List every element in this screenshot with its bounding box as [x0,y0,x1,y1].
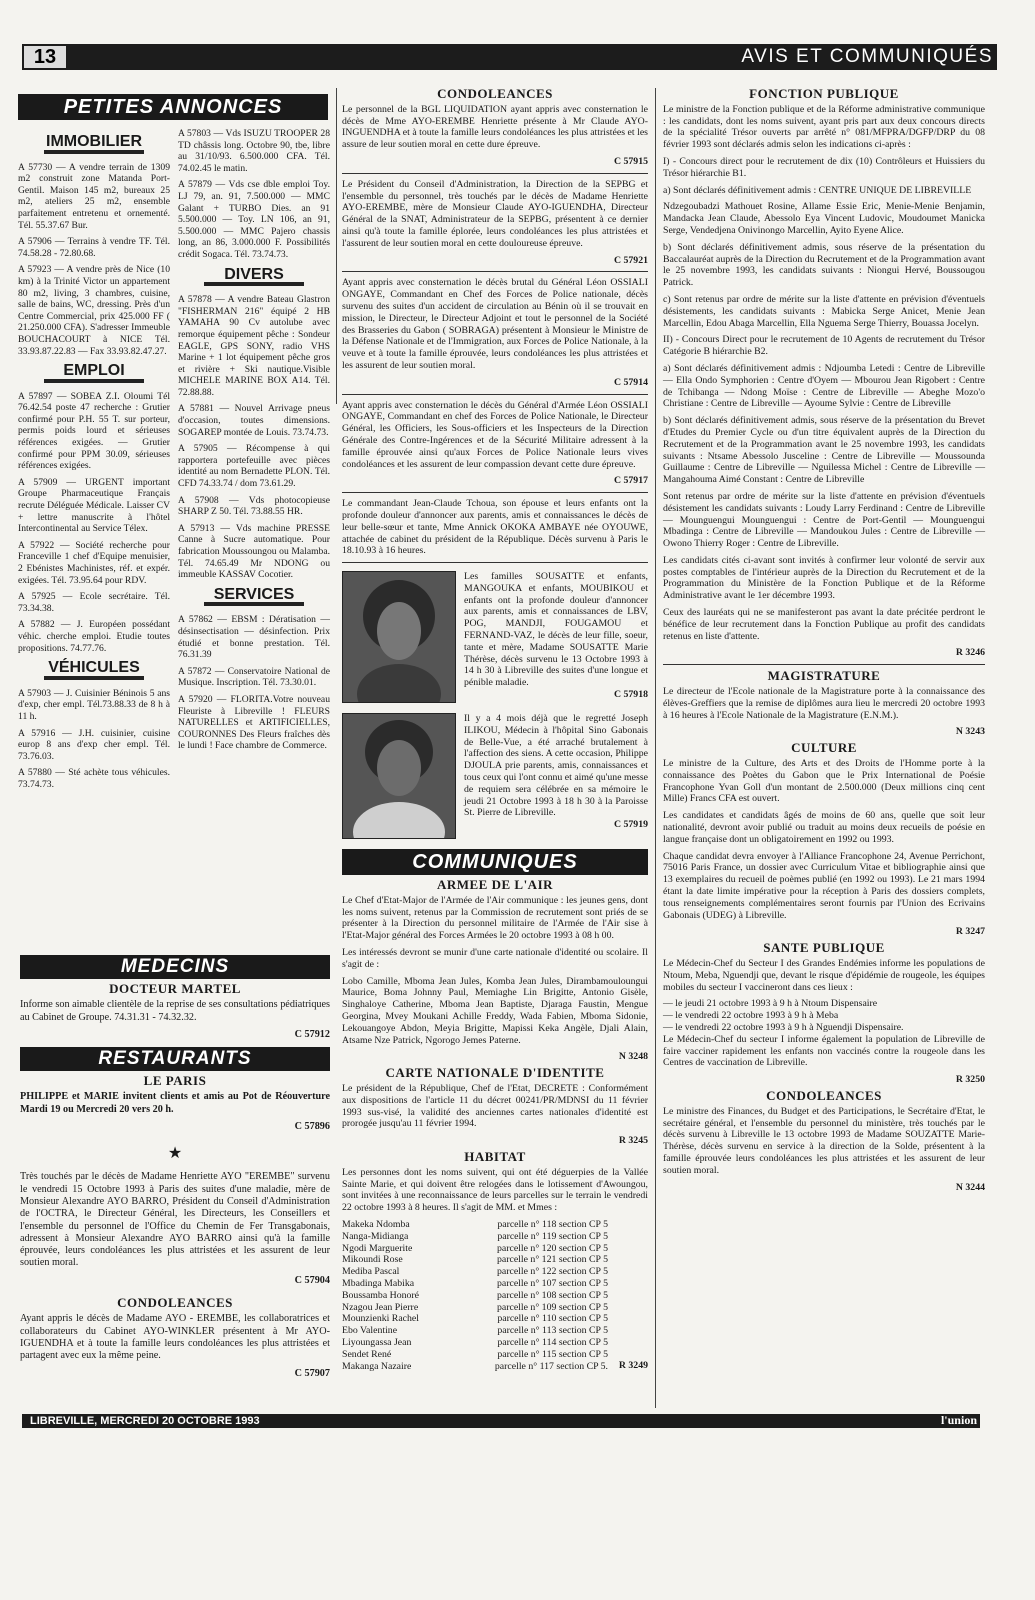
sante-text: Le Médecin-Chef du secteur I informe également la population de Libreville de faire vacciner rapidement les enfants non vaccinés contre la rougeole dans les Centres de vaccination de Libreville. [663,1033,985,1069]
carte-ref: R 3245 [618,1135,648,1147]
shoulders-shape [357,664,441,703]
condoleance-ref: C 57914 [613,376,648,388]
fonction-para: Les candidats cités ci-avant sont invités à confirmer leur volonté de servir aux postes comptables de l'intérieur auprès de la Direction du Recrutement et de la Programmation du Ministère de la Fonction Publique et de la Réforme Administrative avant le 1er décembre 1993. [663,554,985,602]
ad-item: A 57913 — Vds machine PRESSE Canne à Sucre automatique. Pour fabrication Moussoungou ou Malamba. Tél. 74.65.49 Mr NDONG ou immeuble KASSAV Cocotier. [178,522,330,581]
ad-item: A 57878 — A vendre Bateau Glastron "FISHERMAN 216" équipé 2 HB YAMAHA 90 Cv autolube avec remorque équipement pêche : Sondeur EAGLE, GPS SONY, radio VHS Marine + 1 lot équipement pêche gros et rivière + Ski nautique.Visible MICHELE MARINE BOX A14. Tél. 72.88.88. [178,294,330,398]
parcel-row [342,1325,608,1337]
parcel-number: parcelle n° 109 section CP 5 [496,1301,608,1313]
carte-text: Le président de la République, Chef de l'Etat, DECRETE : Conformément aux dispositions de l'article 11 du décret 00241/PR/MDNSI du 11 février 1993 sus-visé, la validité des anciennes cartes nationales d'identité est prorogée jusqu'au 11 février 1994. [342,1083,648,1130]
portrait-photo [342,713,456,839]
ad-item: A 57872 — Conservatoire National de Musique. Inscription. Tél. 73.30.01. [178,665,330,689]
immobilier-rule [44,150,144,154]
ad-item: A 57880 — Sté achète tous véhicules. 73.74.73. [18,767,170,790]
services-rule [204,602,304,606]
portrait-photo [342,571,456,703]
column-rule [655,88,656,1408]
parcel-list [342,1219,648,1372]
avis-ayo-ref: C 57904 [294,1274,330,1286]
parcel-row [342,1302,608,1314]
obituary-ref: C 57919 [613,819,648,831]
annonces-col1 [18,128,170,796]
parcel-number: parcelle n° 110 section CP 5 [497,1313,608,1325]
parcel-row [342,1266,608,1278]
sante-text: Le Médecin-Chef du Secteur I des Grandes Endémies informe les populations de Ntoum, Meba, Nguendji que, devant le risque d'épidémie de rougeole, les équipes mobiles du secteur I vaccineront dans ces lieux : [663,958,985,993]
parcel-name: Liyoungassa Jean [342,1336,412,1348]
ad-item: A 57803 — Vds ISUZU TROOPER 28 TD châssis long. Octobre 90, tbe, libre au 31/10/93. 6.500.000 CFA. Tél. 74.02.45 le matin. [178,128,330,174]
condoleances-finances-heading: CONDOLEANCES [766,1087,882,1103]
culture-heading: CULTURE [791,740,857,756]
parcel-name: Ngodi Marguerite [342,1242,413,1254]
parcel-number: parcelle n° 121 section CP 5 [496,1254,608,1266]
right-column [663,84,985,1193]
carte-heading: CARTE NATIONALE D'IDENTITE [385,1065,605,1081]
parcel-name: Mikoundi Rose [342,1254,403,1266]
sante-ref: R 3250 [955,1074,985,1086]
lower-left [20,955,330,1380]
parcel-row [342,1254,608,1266]
star-separator: ★ [167,1145,183,1163]
armee-text: Le Chef d'Etat-Major de l'Armée de l'Air communique : les jeunes gens, dont les noms suivent, retenus par la Commission de recrutement sont priés de se présenter à la Direction du personnel militaire de l'Armée de l'Air sise à l'Etat-Major général des Forces Armées le 20 octobre 1993 à 08 h 00. [342,894,648,942]
divider [342,394,648,395]
sante-heading: SANTE PUBLIQUE [763,940,885,956]
ad-item: A 57923 — A vendre près de Nice (10 km) à la Trinité Victor un appartement 80 m2, living, 3 chambres, cuisine, salle de bains, WC, dressing. Près d'un Centre Commercial, prix 425.000 FF ( 21.250.000 CFA). S'adresser Immeuble BOUCHACOURT à NICE Tél. 33.93.87.22.83 — Fax 33.93.82.47.27. [18,264,170,357]
fonction-para: Sont retenus par ordre de mérite sur la liste d'attente en prévision d'éventuels désistement les candidats suivants : Loudy Larry Ferdinand : Centre de Libreville — Mounguengui Mounguengui : Centre de Port-Gentil — Mounguengui Mbadinga : Centre de Libreville — Mandoukou Jules : Centre de Libreville — Owono Thierry Roger : Centre de Libreville. [663,490,985,550]
culture-ref: R 3247 [955,926,985,938]
magistrature-ref: N 3243 [955,726,985,738]
condoleances-winkler-ref: C 57907 [294,1367,330,1379]
fonction-para: Ndzegoubadzi Mathouet Rosine, Allame Essie Eric, Menie-Menie Benjamin, Mandacka Jean Claude, Abessolo Eya Vincent Ludovic, Moudoumet Manicka Serge, Vendedjena Onivinongo Marcellin, Ayito Eyene Alice. [663,201,985,236]
condoleance-text: Ayant appris avec consternation le décès du Général d'Armée Léon OSSIALI ONGAYE, Commandant en chef des Forces de Police Nationale, le Directeur Général, les Officiers, les Sous-officiers et les Inspecteurs de la Direction Générale des Contre-Ingérences et de la Sécurité Militaire adressent à la famille éprouvée ainsi qu'aux Forces de Police Nationale leurs vives condoléances et les assurent de leur compassion devant cette dure épreuve. [342,399,648,470]
divers-rule [204,282,304,286]
fonction-para: a) Sont déclarés définitivement admis : CENTRE UNIQUE DE LIBREVILLE [663,184,972,196]
ad-item: A 57908 — Vds photocopieuse SHARP Z 50. Tél. 73.88.55 HR. [178,494,330,518]
petites-annonces-banner: PETITES ANNONCES [18,94,328,120]
parcel-name: Makeka Ndomba [342,1219,410,1231]
ad-item: A 57897 — SOBEA Z.I. Oloumi Tél 76.42.54 poste 47 recherche : Grutier confirmé pour P.H. 55 T. sur porteur, permis poids lourd et sérieuses références exigées. — Grutier confirmé pour PPM 30.09, sérieuses références exigées. [18,390,170,472]
footer-brand: l'union [940,1413,977,1427]
parcel-row [342,1313,608,1325]
parcel-row [342,1243,608,1255]
parcel-name: Mbadinga Mabika [342,1278,415,1289]
avis-ayo-text: Très touchés par le décès de Madame Henriette AYO "EREMBE" survenu le vendredi 15 Octobre 1993 à Paris des suites d'une maladie, mère de Monsieur Alexandre AYO BARRO, Président du Conseil d'Administration de l'OCTRA, le Directeur Général, les Directeurs, les Conseillers et l'ensemble du personnel de l'Office du Chemin de Fer Transgabonais, adressent à Monsieur Alexandre AYO BARRO ainsi qu'à la famille éprouvée, leurs condoléances les plus attristées et les assurent de leur soutien moral. [20,1171,330,1269]
emploi-heading: EMPLOI [63,362,125,380]
habitat-heading: HABITAT [464,1149,526,1165]
vehicules-heading: VÉHICULES [48,659,140,677]
fonction-para: c) Sont retenus par ordre de mérite sur la liste d'attente en prévision d'éventuels désistements, les candidats suivants : Mabicka Serge Anicet, Menie Jean Marcellin, Edou Abaga Marcellin, Ella Nguema Serge Thierry, Bouassa Jocelyn. [663,293,985,329]
divider [342,492,648,493]
ad-item: A 57881 — Nouvel Arrivage pneus d'occasion, toutes dimensions. SOGAREP montée de Louis. 73.74.73. [178,403,330,438]
fonction-para: b) Sont déclarés définitivement admis, sous réserve de la présentation du Baccalauréat auprès de la Direction du Recrutement et de la Programmation avant le 25 novembre 1993, les candidats suivants : Niongui Hervé, Boussougou Patrick. [663,241,985,289]
ad-item: A 57879 — Vds cse dble emploi Toy. LJ 79, an. 91, 7.500.000 — MMC Galant + TURBO Dies. an 91 5.500.000 — Toy. LN 106, an 91, 5.500.000 — MMC Pajero chassis long, an 86, 3.000.000 F. Possibilités crédit Sogaca. Tél. 73.74.73. [178,179,330,260]
ad-item: A 57906 — Terrains à vendre TF. Tél. 74.58.28 - 72.80.68. [18,236,170,259]
parcel-row [342,1349,608,1361]
medecins-banner: MEDECINS [20,955,330,979]
ad-item: A 57882 — J. Européen possédant véhic. cherche emploi. Etudie toutes propositions. 74.77.76. [18,619,170,654]
parcel-number: parcelle n° 115 section CP 5 [497,1348,608,1360]
shirt-shape [353,802,445,839]
parcel-name: Nanga-Midianga [342,1230,409,1242]
parcel-number: parcelle n° 113 section CP 5 [497,1325,608,1337]
footer-dateline: LIBREVILLE, MERCREDI 20 OCTOBRE 1993 [30,1415,260,1427]
parcel-number: parcelle n° 107 section CP 5 [496,1278,608,1289]
obituary-text: Il y a 4 mois déjà que le regretté Joseph ILIKOU, Médecin à l'hôpital Sino Gabonais de Belle-Vue, a été arraché brutalement à l'affection des siens. A cette occasion, Philippe DJOULA prie parents, amis, connaissances et tous ceux qui l'ont connu et aimé qu'une messe de requiem sera célébrée en sa mémoire le jeudi 21 Octobre 1993 à 18 h 30 à la Paroisse St. Pierre de Libreville. [464,713,648,819]
culture-para: Chaque candidat devra envoyer à l'Alliance Francophone 24, Avenue Perrichont, 75016 Paris France, un dossier avec Curriculum Vitae et bibliographie ainsi que 13 exemplaires du recueil de poèmes publié (en 1992 ou 1993). Le 21 mars 1994 étant la date limite impérative pour la réception à Paris des dossiers complets, tous renseignements complémentaires seront fournis par l'Union des Ecrivains Gabonais (UDEG) à Libreville. [663,850,985,921]
parcel-row [342,1290,608,1302]
parcel-number: parcelle n° 114 section CP 5 [497,1336,608,1348]
condoleances-finances-text: Le ministre des Finances, du Budget et des Participations, le Secrétaire d'Etat, le secrétaire général, et l'ensemble du personnel du ministère, très touchés par le décès survenu à Libreville le 13 octobre 1993 de Madame SOUZATTE Marie-Thérèse, décès survenu en service à la direction de la Solde, présentent à la famille éprouvée leurs condoléances les plus attristées et les assurent de leur soutien moral. [663,1105,985,1176]
restaurants-heading: LE PARIS [143,1073,207,1089]
divers-heading: DIVERS [224,265,284,283]
culture-para: Le ministre de la Culture, des Arts et des Droits de l'Homme porte à la connaissance des Poètes du Gabon que le Prix International de Poésie Francophone Yvan Goll d'un montant de 2.500.000 (Deux millions cinq cent Mille) Francs CFA est ouvert. [663,758,985,805]
ad-item: A 57730 — A vendre terrain de 1309 m2 construit zone Matanda Port-Gentil. Maison 145 m2, bureaux 25 m2, ateliers 25 m2, ensemble parfaitement entretenu et ornementé. Tél. 55.37.67 Bur. [18,161,170,231]
condoleance-ref: C 57917 [613,475,648,487]
emploi-rule [44,379,144,383]
medecins-text: Informe son aimable clientèle de la reprise de ses consultations pédiatriques au Cabinet de Groupe. 74.31.31 - 74.32.32. [20,999,330,1023]
armee-ref: N 3248 [618,1051,648,1063]
fonction-para: Ceux des lauréats qui ne se manifesteront pas avant la date précitée perdront le bénéfice de leur recrutement dans la Fonction Publique au profit des candidats retenus en liste d'attente. [663,607,985,642]
parcel-name: Ebo Valentine [342,1325,398,1337]
condoleances-finances-ref: N 3244 [955,1181,985,1193]
armee-text: Lobo Camille, Mboma Jean Jules, Komba Jean Jules, Dirambamouloungui Maurice, Boma Johnny Paul, Memiaghe Lin Brigitte, Antonio Gisèle, Singhaloye Catherine, Mboma Jean Baptiste, Djaraga Faustin, Mengue Georgina, Mvey Moukani Achille Freddy, Wada Fabien, Mboma Sidonie, Lekouangoye Abdon, Meyia Brigitte, Mapissi Keka Angèle, Djali Alain, Atsame Nze Patrick, Ngorogo Jemes Paterne. [342,975,648,1046]
magistrature-heading: MAGISTRATURE [767,668,881,684]
section-title: AVIS ET COMMUNIQUÉS [741,46,993,67]
sante-list-item: — le vendredi 22 octobre 1993 à 9 h à Nguendji Dispensaire. [663,1021,904,1033]
restaurants-text: PHILIPPE et MARIE invitent clients et amis au Pot de Réouverture Mardi 19 ou Mercredi 20 vers 20 h. [20,1091,330,1115]
ad-item: A 57925 — Ecole secrétaire. Tél. 73.34.38. [18,591,170,614]
restaurants-banner: RESTAURANTS [20,1047,330,1071]
face-shape [377,740,421,796]
condoleance-text: Le Président du Conseil d'Administration, la Direction de la SEPBG et l'ensemble du personnel, très touchés par le décès de Madame Henriette AYO-EREMBE, mère de Monsieur Claude AYO-IGUENDHA, Directeur Général de la SNAT, Administrateur de la SEPBG, présentent à ce dernier ainsi qu'à toute la famille éplorée, leurs condoléances les plus attristées et l'assurent de leur soutien moral en cette douloureuse épreuve. [342,178,648,249]
parcel-number: parcelle n° 120 section CP 5 [496,1242,608,1254]
parcel-name: Mounzienki Rachel [342,1313,419,1325]
condoleances-heading: CONDOLEANCES [437,86,553,101]
condoleance-ref: C 57915 [613,155,648,167]
parcel-number: parcelle n° 122 section CP 5 [496,1266,608,1278]
parcel-row [342,1337,608,1349]
ad-item: A 57916 — J.H. cuisinier, cuisine europ 8 ans d'exp cher empl. Tél. 73.76.03. [18,727,170,762]
condoleance-text: Ayant appris avec consternation le décès brutal du Général Léon OSSIALI ONGAYE, Commandant en Chef des Forces de Police nationale, décès survenu des suites d'un accident de circulation au Bénin où il se trouvait en mission, le Directeur, le Directeur Adjoint et tout le personnel de la Société des Brasseries du Gabon ( SOBRAGA) présentent à Monsieur le Ministre de la Défense Nationale et de l'Immigration, aux Forces de Police Nationale, à la veuve et à toute la famille éprouvée, leurs condoléances les plus attristées et les assurent de leur soutien moral. [342,277,648,371]
condoleances-winkler-heading: CONDOLEANCES [117,1295,233,1311]
obituary-2 [342,713,648,839]
divider [342,173,648,174]
column-rule [336,88,337,404]
obituary-1 [342,571,648,703]
ad-item: A 57922 — Société recherche pour Franceville 1 chef d'Equipe menuisier, 2 Ebénistes Machinistes, réf. et expér. exigées. Tél. 73.95.64 pour RDV. [18,539,170,586]
medecins-ref: C 57912 [294,1028,330,1040]
fonction-para: b) Sont déclarés définitivement admis, sous réserve de la présentation du Brevet d'Etudes du Premier Cycle ou d'un titre équivalent auprès de la Direction du Recrutement et de la Programmation avant le 25 novembre 1993, les candidats suivants : Ntsame Abessolo Jusceline : Centre de Libreville — Moussounda Guillaume : Centre de Libreville — Nguilessa Michel : Centre de Libreville — Mangahouma Aimé Constant : Centre de Libreville [663,415,985,486]
immobilier-heading: IMMOBILIER [46,133,142,150]
ad-item: A 57903 — J. Cuisinier Béninois 5 ans d'exp, cher empl. Tél.73.88.33 de 8 h à 11 h. [18,687,170,722]
condoleance-ref: C 57921 [613,254,648,266]
annonces-col2 [178,128,330,757]
parcel-name: Boussamba Honoré [342,1289,420,1301]
ad-item: A 57905 — Récompense à qui rapportera portefeuille avec pièces identité au nom Bernadette PLON. Tél. CFD 74.33.74 / dom 73.61.29. [178,443,330,490]
parcel-number: parcelle n° 117 section CP 5. [494,1360,608,1372]
habitat-text: Les personnes dont les noms suivent, qui ont été déguerpies de la Vallée Sainte Marie, et qui doivent être relogées dans le lotissement d'Awoungou, sont invitées à une reconnaissance de leurs parcelles sur le terrain le vendredi 22 octobre 1993 à 8 heures. Il s'agit de MM. et Mmes : [342,1166,648,1214]
ad-item: A 57862 — EBSM : Dératisation — désinsectisation — désinfection. Prix étudié et bonne prestation. Tél. 76.31.39 [178,614,330,661]
magistrature-text: Le directeur de l'Ecole nationale de la Magistrature porte à la connaissance des élèves-Greffiers que la remise de diplômes aura lieu le mercredi 20 octobre 1993 à 16 heures à l'Ecole Nationale de la Magistrature (E.N.M.). [663,686,985,721]
sante-list-item: — le vendredi 22 octobre 1993 à 9 h à Meba [663,1010,839,1022]
face-shape [377,602,421,660]
armee-text: Les intéressés devront se munir d'une carte nationale d'identité ou scolaire. Il s'agit de : [342,947,648,970]
fonction-para: II) - Concours Direct pour le recrutement de 10 Agents de recrutement du Trésor Catégorie B hiérarchie B2. [663,334,985,358]
fonction-para: a) Sont déclarés définitivement admis : Ndjoumba Letedi : Centre de Libreville — Ella Ondo Symphorien : Centre d'Oyem — Mbourou Jean Rigobert : Centre de Tchibanga — Ndong Moïse : Centre de Libreville — Abeghe Mozo'o Christiane : Centre de Libreville — Ayoume Sylvie : Centre de Libreville [663,362,985,410]
fonction-para: I) - Concours direct pour le recrutement de dix (10) Contrôleurs et Huissiers du Trésor hiérarchie B1. [663,155,985,179]
culture-para: Les candidates et candidats âgés de moins de 60 ans, quelle que soit leur nationalité, devront avoir publié ou traduit au moins deux recueils de poésie en langue française dont un obligatoirement en 1992 ou 1993. [663,810,985,845]
page-number: 13 [24,46,66,68]
condoleance-text: Le personnel de la BGL LIQUIDATION ayant appris avec consternation le décès de Mme AYO-EREMBE Henriette présente à Mr Claude AYO-INGUENDHA et à toute la famille leurs condoléances les plus attristées et les assure de leur soutien moral en cette dure épreuve. [342,103,648,151]
divider [342,562,648,563]
habitat-ref: R 3249 [618,1360,648,1372]
communiques-banner: COMMUNIQUES [342,849,648,875]
fonction-ref: R 3246 [955,647,985,659]
parcel-number: parcelle n° 119 section CP 5 [497,1230,608,1242]
obituary-ref: C 57918 [613,689,648,701]
parcel-row [342,1219,608,1231]
ad-item: A 57920 — FLORITA.Votre nouveau Fleuriste à Libreville ! FLEURS NATURELLES et ARTIFICIELLES, COURONNES Des Fleurs fraîches dès le lundi ! Face chambre de Commerce. [178,693,330,752]
divider [663,664,985,665]
parcel-name: Makanga Nazaire [342,1360,412,1372]
divider [342,271,648,272]
medecins-heading: DOCTEUR MARTEL [109,981,241,996]
parcel-row [342,1231,608,1243]
parcel-name: Sendet René [342,1348,392,1360]
fonction-heading: FONCTION PUBLIQUE [749,86,899,101]
fonction-para: Le ministre de la Fonction publique et de la Réforme administrative communique : les candidats, dont les noms suivent, ayant pris part aux deux concours directs de la spécialité Trésor ouverts par arrêté n° 081/MFPRA/DGFP/DRP du 08 février 1993 sont déclarés admis selon les indications ci-après : [663,103,985,151]
middle-column [342,84,648,1372]
sante-list-item: — le jeudi 21 octobre 1993 à 9 h à Ntoum Dispensaire [663,998,878,1010]
parcel-row [342,1361,608,1373]
condoleances-winkler-text: Ayant appris le décès de Madame AYO - EREMBE, les collaboratrices et collaborateurs du Cabinet AYO-WINKLER présentent à Mr AYO-IGUENDHA et à toute la famille leurs condoléances les plus attristées et partagent avec eux la même peine. [20,1313,330,1362]
armee-heading: ARMEE DE L'AIR [436,877,554,893]
parcel-name: Nzagou Jean Pierre [342,1301,419,1313]
parcel-name: Mediba Pascal [342,1266,400,1278]
restaurants-ref: C 57896 [294,1121,330,1133]
ad-item: A 57909 — URGENT important Groupe Pharmaceutique Français recrute Déléguée Médicale. Laisser CV + lettre manuscrite à l'hôtel Intercontinental au Service Télex. [18,476,170,535]
parcel-row [342,1278,608,1290]
condoleance-text: Le commandant Jean-Claude Tchoua, son épouse et leurs enfants ont la profonde douleur d'annoncer aux parents, amis et connaissances le décès de leur belle-sœur et tante, Mme Annick OKOKA AMBAYE née OYOUWE, attachée de cabinet du président de la République. Décès survenu à Paris le 18.10.93 à 16 heures. [342,498,648,557]
services-heading: SERVICES [213,585,295,603]
parcel-number: parcelle n° 118 section CP 5 [497,1219,608,1231]
obituary-text: Les familles SOUSATTE et enfants, MANGOUKA et enfants, MOUBIKOU et enfants ont la profonde douleur d'annoncer aux parents, amis et connaissances de LBV, POG, MANDJI, FOUGAMOU et FERNAND-VAZ, le décès de leur fille, soeur, tante et mère, Madame SOUSATTE Marie Thérèse, décès survenu le 13 Octobre 1993 à 14 h 30 à Libreville des suites d'une longue et pénible maladie. [464,571,648,689]
parcel-number: parcelle n° 108 section CP 5 [496,1289,608,1301]
vehicules-rule [44,676,144,680]
